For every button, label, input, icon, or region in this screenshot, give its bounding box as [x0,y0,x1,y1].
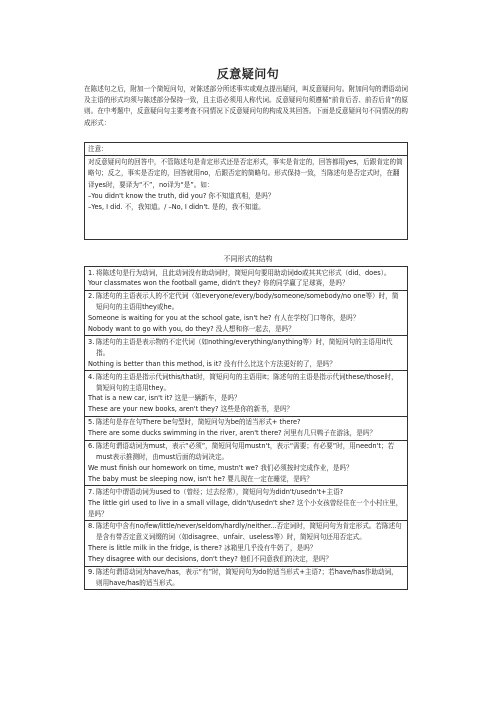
rule-text: 陈述句的主语是指示代词this/that时，简短问句的主语用it；陈述句的主语是指示代词these/those时，简短问句的主语用they。 [96,372,398,392]
rule-example: Your classmates won the football game, didn't they? 你的同学赢了足球赛，是吗？ [88,279,349,288]
rule-row [85,567,407,590]
rule-example: There are some ducks swimming in the river, aren't there? 河里有几只鸭子在游泳，是吗？ [88,429,377,438]
rule-example: The baby must be sleeping now, isn't he? 婴儿现在一定在睡觉，是吗？ [88,474,313,483]
rule-description [88,487,404,498]
section-title: 不同形式的结构 [223,255,273,263]
intro-paragraph: 在陈述句之后，附加一个简短问句，对陈述部分所述事实或观点提出疑问，叫反意疑问句。附加问句的谓语动词及主语的形式均须与陈述部分保持一致，且主语必须用人称代词。反意疑问句须遵循“前肯后否、前否后肯”的原则。在中考题中，反意疑问句主要考查不同情况下反意疑问句的构成及其回答。下面是反意疑问句不同情况的构成形式： [84,85,408,127]
rule-example: We must finish our homework on time, mustn't we? 我们必须按时完成作业，是吗？ [88,463,353,472]
page-title: 反意疑问句 [216,67,280,81]
rule-row [85,417,407,441]
rule-example: The little girl used to live in a small village, didn't/usedn't she? 这个小女孩曾经住在一个小村庄里，是吗？ [88,498,403,518]
rule-row [85,336,407,371]
rule-row [85,441,407,487]
rule-example: Nobody want to go with you, do they? 没人想和你一起去，是吗？ [88,325,295,334]
rule-description [88,268,404,279]
note-line: –You didn't know the truth, did you? 你不知道真相，是吗？ [88,191,275,200]
rule-text: 将陈述句是行为动词，且此动词没有助动词时，简短问句要用助动词do或其其它形式（did、does）。 [96,268,391,277]
rule-number: 5. [88,418,95,427]
rule-number: 4. [88,372,95,381]
rule-text: 陈述句的主语是表示物的不定代词（如nothing/everything/anything等）时，简短问句的主语用it代指。 [96,337,393,357]
rule-example: Nothing is better than this method, is it? 没有什么比这个方法更好的了，是吗？ [88,359,336,368]
rule-description [88,337,404,359]
rule-row [85,267,407,291]
rule-description [88,441,404,463]
rule-number: 1. [88,268,95,277]
rule-text: 陈述句谓语动词为have/has，表示“有”时，简短问句为do的适当形式+主语?；若have/has作助动词，则用have/has的适当形式。 [96,568,398,587]
rule-text: 陈述句的主语表示人的不定代词（如everyone/every/body/someone/somebody/no one等）时，简短问句的主语用they或he。 [96,292,399,312]
rule-text: 陈述句中谓语动词为used to（曾经；过去经常），简短问句为didn't/usedn't+主语? [96,487,344,496]
rule-description [88,291,404,313]
rule-row [85,521,407,567]
rule-number: 9. [88,568,95,577]
note-box [84,142,408,240]
rule-number: 3. [88,337,95,346]
rule-example: That is a new car, isn't it? 这是一辆新车，是吗？ [88,394,241,403]
rule-text: 陈述句是存在句There be句型时，简短问句为be的适当形式+ there? [96,418,301,427]
rules-table [84,266,408,590]
rule-example: Someone is waiting for you at the school gate, isn't he? 有人在学校门口等你，是吗？ [88,314,360,323]
rule-description [88,521,404,543]
rule-number: 6. [88,442,95,451]
rule-row [85,291,407,337]
rule-example: These are your new books, aren't they? 这些是你的新书，是吗？ [88,405,294,414]
rule-example: There is little milk in the fridge, is there? 冰箱里几乎没有牛奶了，是吗？ [88,544,317,553]
rule-text: 陈述句谓语动词为must，表示“必须”，简短问句用mustn't，表示“需要；有必要”时，用needn't；若must表示推测时，由must后面的动词决定。 [96,442,395,461]
note-heading: 注意： [85,143,407,156]
note-line: 对反意疑问句的回答中，不管陈述句是肯定形式还是否定形式，事实是肯定的，回答都用yes，后跟肯定的简略句；反之，事实是否定的，回答就用no，后跟否定的简略句。形式保持一致，当陈述句是否定式时，在翻译yes时，要译为“不”，no译为“是”。如： [88,158,403,189]
rule-description [88,372,404,394]
rule-number: 7. [88,487,95,496]
rule-number: 2. [88,292,95,301]
rule-text: 陈述句中含有no/few/little/never/seldom/hardly/neither...否定词时，简短问句为肯定形式。若陈述句是含有带否定意义词缀的词（如disagree、unfair、useless等）时，简短问句还用否定式。 [96,522,402,542]
rule-description [88,567,404,589]
rule-row [85,486,407,521]
rule-example: They disagree with our decisions, don't they? 他们不同意我们的决定，是吗？ [88,555,333,564]
rule-row [85,371,407,417]
note-body [85,156,407,214]
rule-number: 8. [88,522,95,531]
note-line: –Yes, I did. 不，我知道。/ –No, I didn't. 是的，我不知道。 [88,203,265,212]
rule-description [88,417,404,428]
